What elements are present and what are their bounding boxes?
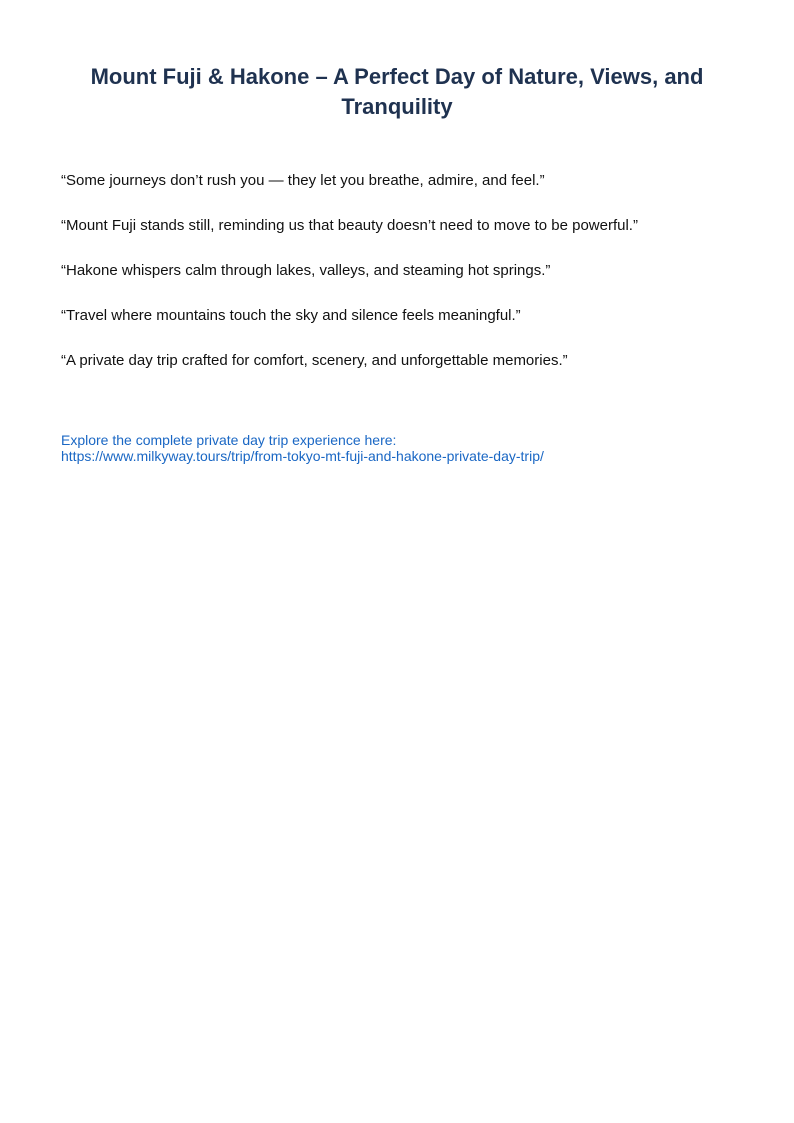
quote-item: “Mount Fuji stands still, reminding us that beauty doesn’t need to move to be powerful.” [61, 217, 638, 234]
quote-item: “Travel where mountains touch the sky and silence feels meaningful.” [61, 307, 521, 324]
trip-link[interactable]: https://www.milkyway.tours/trip/from-tokyo-mt-fuji-and-hakone-private-day-trip/ [61, 448, 544, 464]
quote-item: “Some journeys don’t rush you — they let you breathe, admire, and feel.” [61, 172, 545, 189]
quote-list [61, 171, 761, 396]
cta-text: Explore the complete private day trip experience here: [61, 432, 397, 448]
quote-item: “Hakone whispers calm through lakes, valleys, and steaming hot springs.” [61, 262, 551, 279]
document-title: Mount Fuji & Hakone – A Perfect Day of Nature, Views, and Tranquility [90, 64, 704, 119]
call-to-action [61, 432, 761, 464]
quote-item: “A private day trip crafted for comfort, scenery, and unforgettable memories.” [61, 352, 568, 369]
